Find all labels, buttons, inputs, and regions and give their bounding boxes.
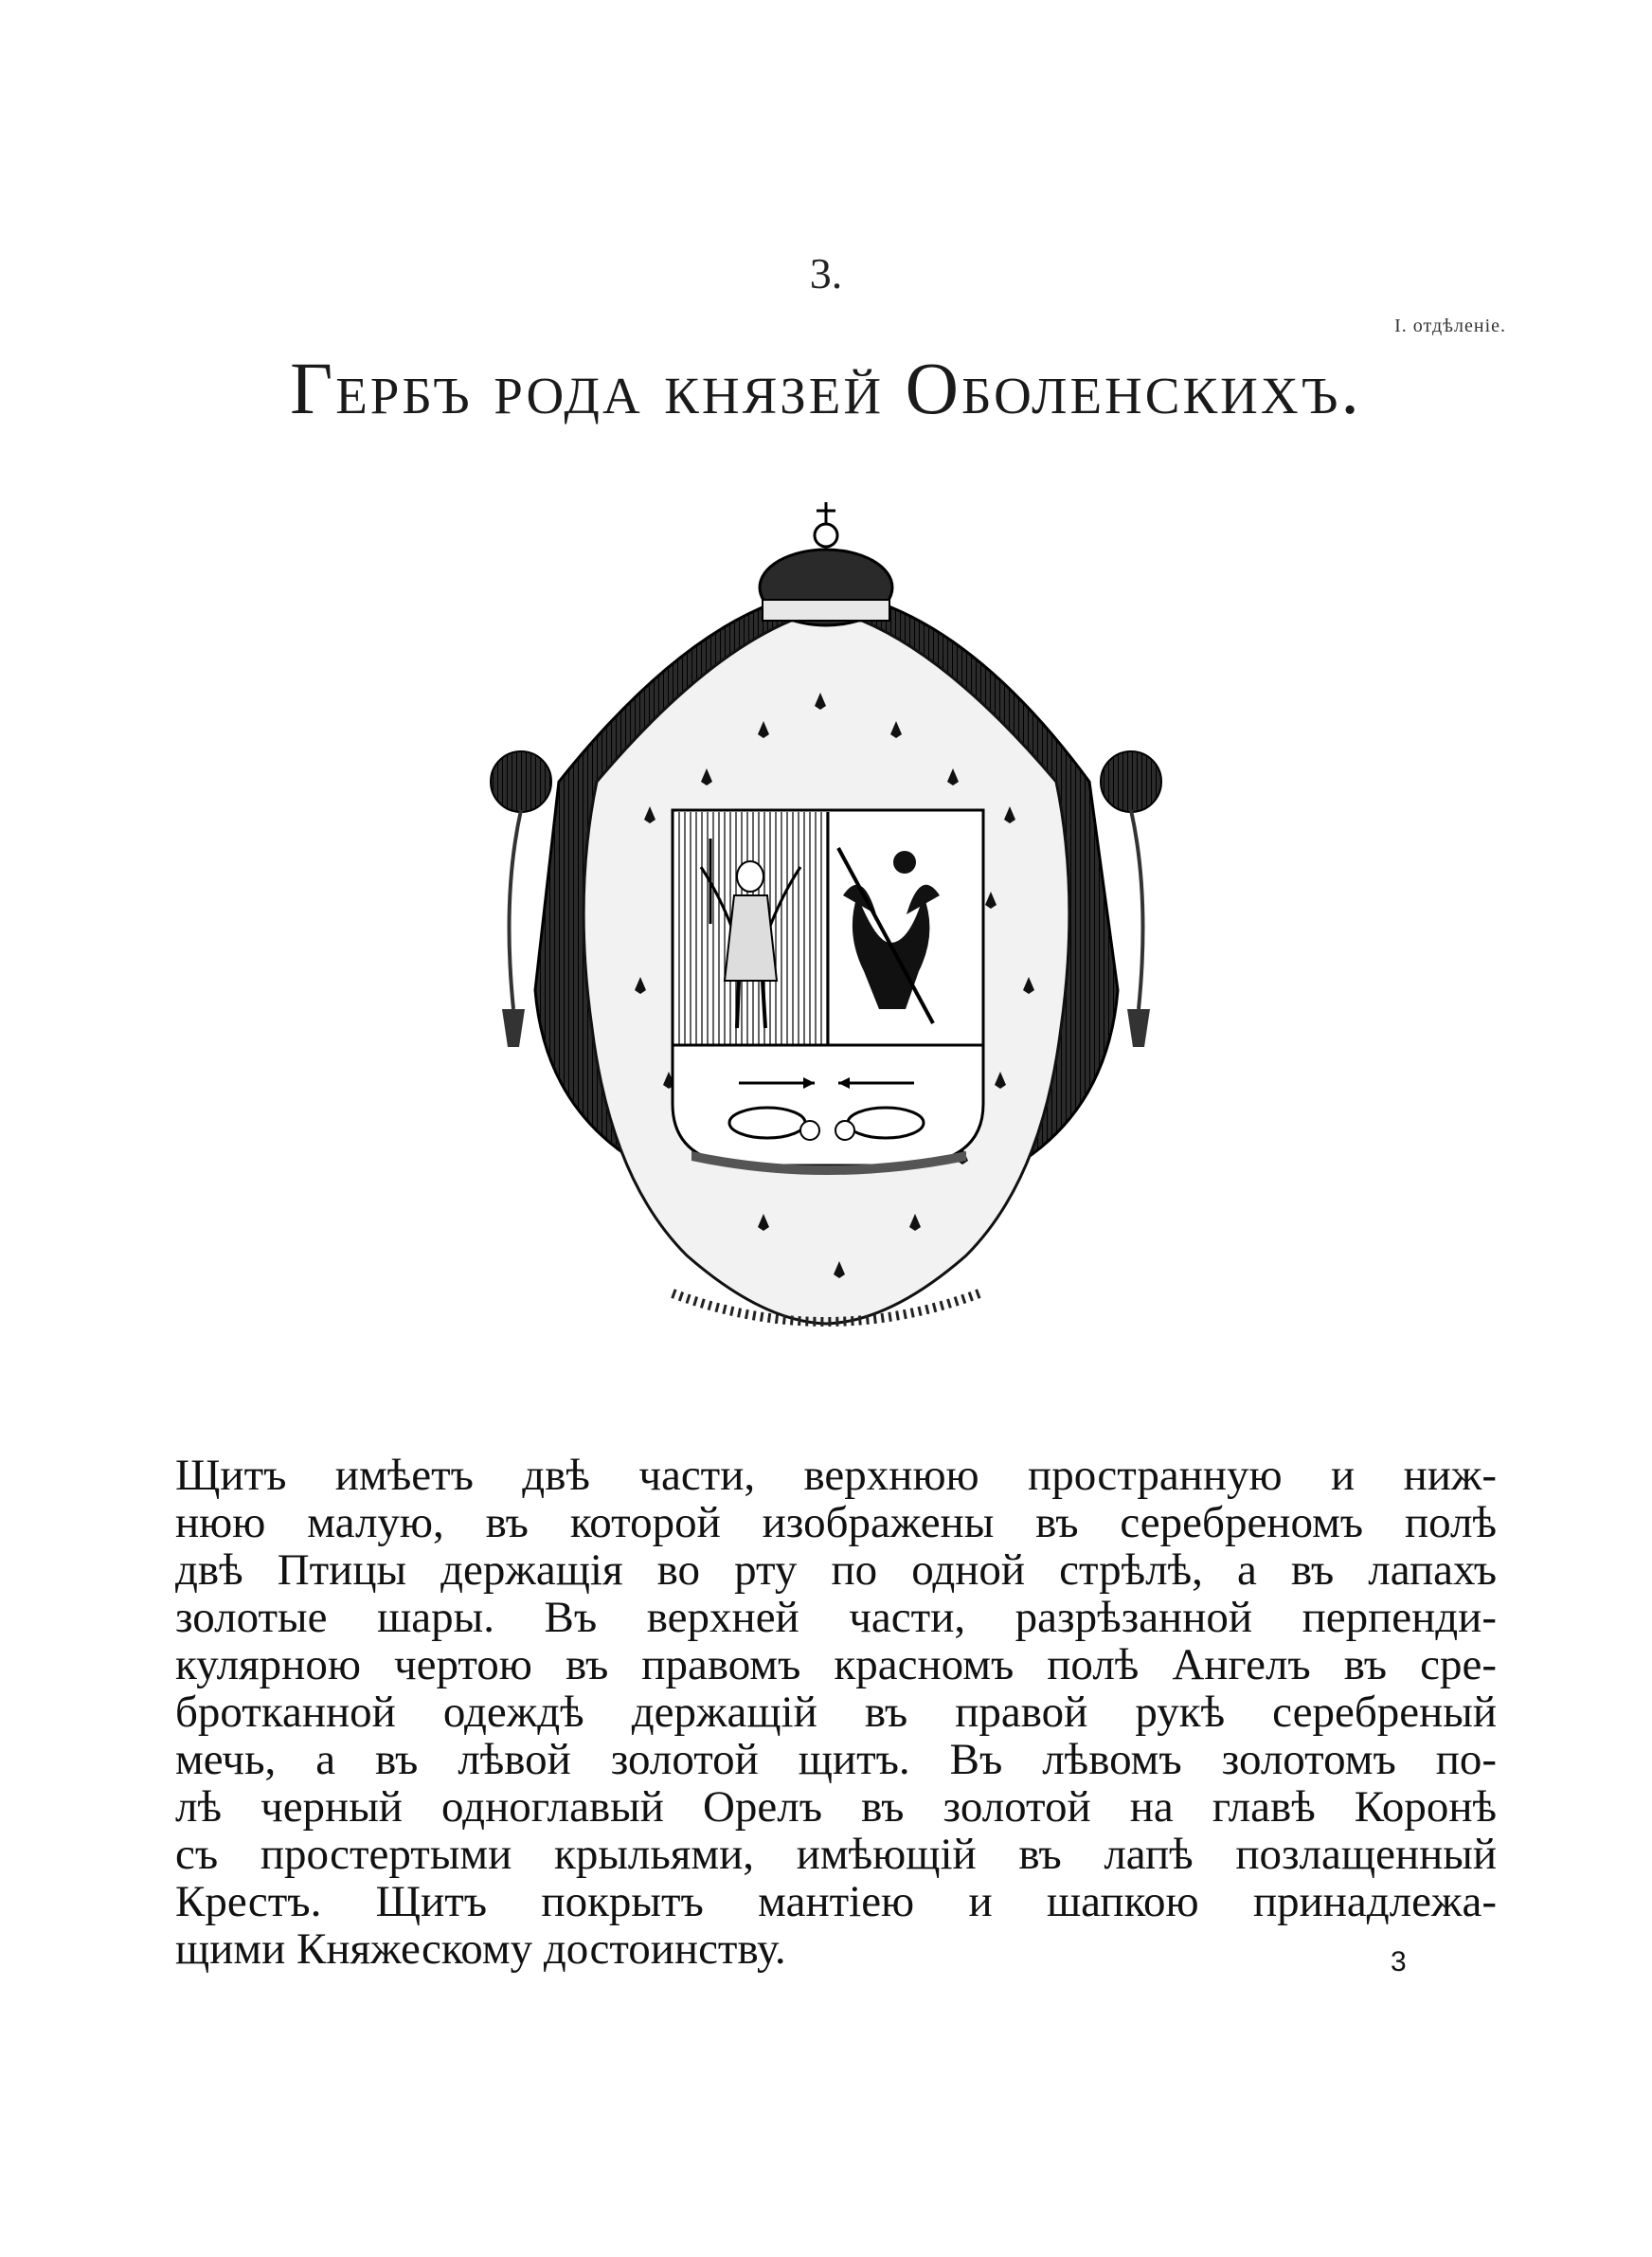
text-line: нюю малую, въ которой изображены въ серебреномъ полѣ: [175, 1498, 1497, 1547]
text-line: съ простертыми крыльями, имѣющій въ лапѣ позлащенный: [175, 1830, 1497, 1879]
body-text: [175, 1452, 1497, 1973]
text-line: Крестъ. Щитъ покрытъ мантіею и шапкою принадлежа-: [175, 1877, 1497, 1926]
page-title: Гербъ рода князей Оболенскихъ.: [290, 347, 1362, 429]
section-note: I. отдѣленіе.: [1394, 316, 1506, 336]
page-number: 3: [1391, 1946, 1407, 1977]
text-line: Щитъ имѣетъ двѣ части, верхнюю пространную и ниж-: [175, 1451, 1497, 1500]
text-line: мечь, а въ лѣвой золотой щитъ. Въ лѣвомъ золотомъ по-: [175, 1735, 1497, 1784]
coat-of-arms-illustration: [360, 497, 1292, 1369]
text-line: золотые шары. Въ верхней части, разрѣзанной перпенди-: [175, 1593, 1497, 1642]
shield: [673, 810, 983, 1175]
plate-number: 3.: [809, 249, 843, 298]
text-line: двѣ Птицы держащія во рту по одной стрѣлѣ, а въ лапахъ: [175, 1545, 1497, 1595]
text-line: кулярною чертою въ правомъ красномъ полѣ Ангелъ въ сре-: [175, 1640, 1497, 1689]
text-line: щими Княжескому достоинству.: [175, 1924, 786, 1974]
text-line: бротканной одеждѣ держащій въ правой рукѣ серебреный: [175, 1688, 1497, 1737]
princely-crown: [760, 502, 892, 625]
text-line: лѣ черный одноглавый Орелъ въ золотой на главѣ Коронѣ: [175, 1782, 1497, 1832]
